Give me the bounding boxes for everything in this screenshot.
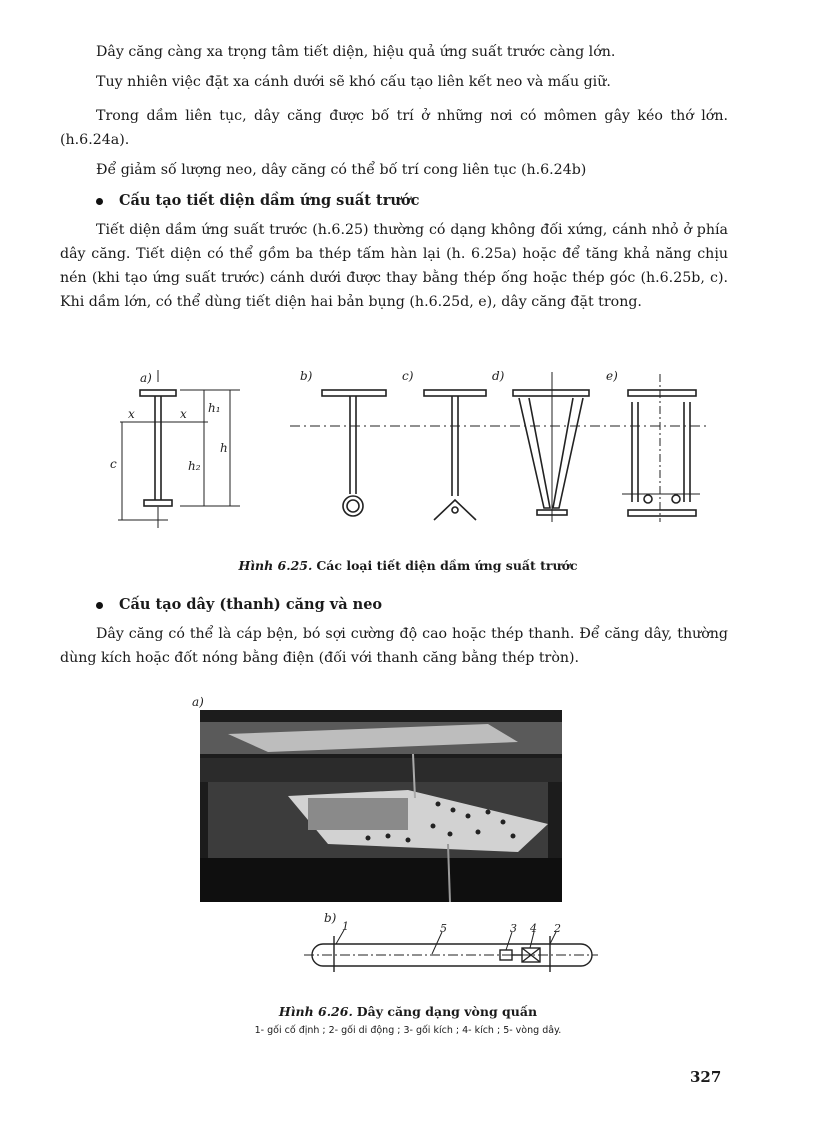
dim-h: h (220, 441, 228, 455)
fig626-number-4: 4 (530, 922, 537, 935)
paragraph-5: Tiết diện dầm ứng suất trước (h.6.25) thường có dạng không đối xứng, cánh nhỏ ở phía dây căng. Tiết diện có thể gồm ba thép tấm hàn lại (h. 6.25a) hoặc để tăng khả năng chịu nén (khi tạo ứng suất trước) cánh dưới được thay bằng thép ống hoặc thép góc (h.6.25b, c). Khi dầm lớn, có thể dùng tiết diện hai bản bụng (h.6.25d, e), dây căng đặt trong. (60, 222, 728, 310)
dim-x-right: x (180, 407, 187, 421)
bullet-icon (96, 198, 103, 205)
fig625-label-c: c) (402, 369, 414, 383)
figure-6-26-schematic (300, 908, 600, 978)
figure-6-25-cross-sections (100, 362, 720, 540)
fig626-label-a: a) (192, 695, 204, 709)
figure-6-26-caption (0, 1004, 816, 1019)
paragraph-3: Trong dầm liên tục, dây căng được bố trí ở những nơi có mômen gây kéo thớ lớn. (h.6.24a). (60, 108, 728, 148)
paragraph-4: Để giảm số lượng neo, dây căng có thể bố trí cong liên tục (h.6.24b) (96, 162, 587, 178)
fig625-label-b: b) (300, 369, 313, 383)
caption-text: Các loại tiết diện dầm ứng suất trước (316, 558, 578, 573)
paragraph-1: Dây căng càng xa trọng tâm tiết diện, hiệu quả ứng suất trước càng lớn. (96, 44, 616, 60)
figure-6-26-legend: 1- gối cố định ; 2- gối di động ; 3- gối kích ; 4- kích ; 5- vòng dây. (254, 1025, 562, 1036)
figure-6-26-photo (188, 694, 578, 906)
fig625-label-e: e) (606, 369, 618, 383)
fig626-number-3: 3 (510, 922, 517, 935)
fig626-number-5: 5 (440, 922, 447, 935)
paragraph-2: Tuy nhiên việc đặt xa cánh dưới sẽ khó cấu tạo liên kết neo và mấu giữ. (96, 74, 611, 90)
fig626-number-1: 1 (342, 920, 349, 933)
fig626-number-2: 2 (554, 922, 561, 935)
dim-h2: h₂ (188, 459, 201, 473)
caption-text: Dây căng dạng vòng quấn (356, 1004, 538, 1019)
caption-figure-number: Hình 6.26. (278, 1004, 353, 1019)
caption-figure-number: Hình 6.25. (238, 558, 313, 573)
flange-bottom-a (144, 500, 172, 506)
flange-top-a (140, 390, 176, 396)
fig625-label-a: a) (140, 371, 152, 385)
heading-text: Cấu tạo dây (thanh) căng và neo (119, 596, 383, 613)
heading-text: Cấu tạo tiết diện dầm ứng suất trước (119, 192, 420, 209)
dim-x-left: x (128, 407, 135, 421)
heading-section-cross (96, 192, 419, 209)
bullet-icon (96, 602, 103, 609)
fig626-label-b: b) (324, 911, 337, 925)
dim-c: c (110, 457, 117, 471)
heading-section-tendon (96, 596, 382, 613)
figure-6-25-caption (0, 558, 816, 573)
dim-h1: h₁ (208, 401, 221, 415)
fig625-label-d: d) (492, 369, 505, 383)
paragraph-6: Dây căng có thể là cáp bện, bó sợi cường độ cao hoặc thép thanh. Để căng dây, thường dùng kích hoặc đốt nóng bằng điện (đối với thanh căng bằng thép tròn). (60, 626, 728, 666)
page-number: 327 (690, 1068, 722, 1086)
